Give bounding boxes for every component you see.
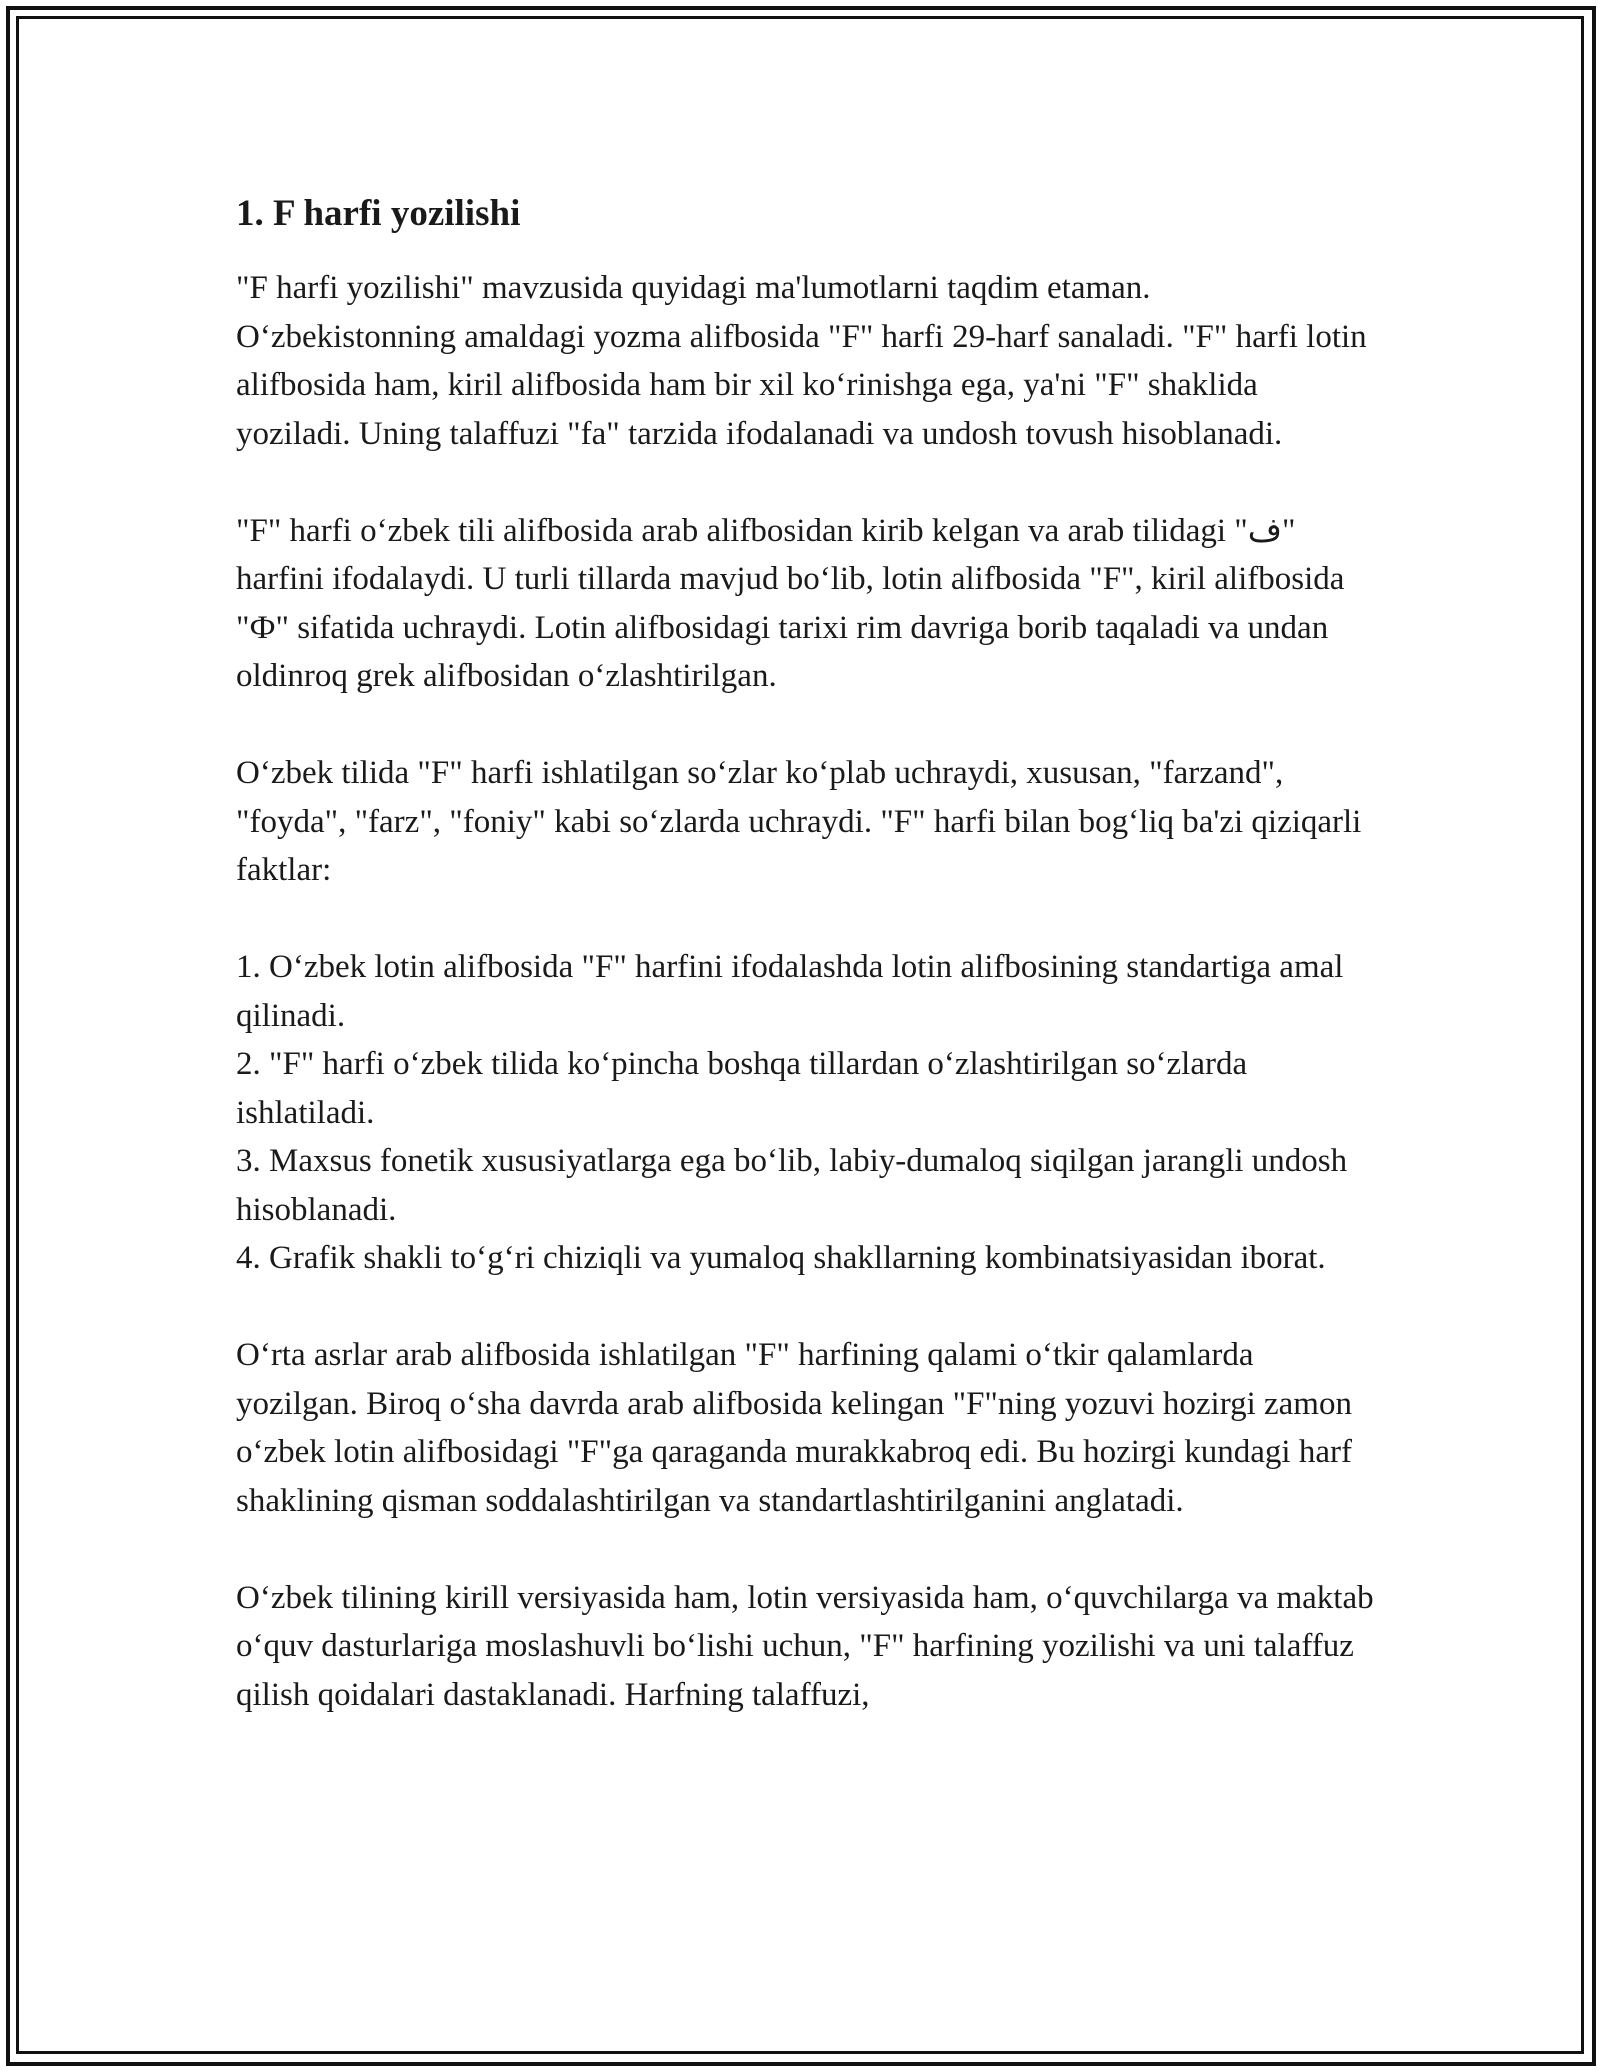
paragraph-curriculum: O‘zbek tilining kirill versiyasida ham, lotin versiyasida ham, o‘quvchilarga va maktab o‘quv dasturlariga moslashuvli bo‘lishi uchun, "F" harfining yozilishi va uni talaffuz qilish qoidalari dastaklanadi. Harfning talaffuzi, — [236, 1579, 1374, 1713]
paragraph-origin: "F" harfi o‘zbek tili alifbosida arab alifbosidan kirib kelgan va arab tilidagi "ف" harfini ifodalaydi. U turli tillarda mavjud bo‘lib, lotin alifbosida "F", kiril alifbosida "Ф" sifatida uchraydi. Lotin alifbosidagi tarixi rim davriga borib taqaladi va undan oldinroq grek alifbosidan o‘zlashtirilgan. — [236, 512, 1345, 694]
list-item: 1. O‘zbek lotin alifbosida "F" harfini ifodalashda lotin alifbosining standartiga amal qilinadi. — [236, 949, 1344, 1034]
section-heading: 1. F harfi yozilishi — [236, 193, 521, 234]
paragraph-intro: "F harfi yozilishi" mavzusida quyidagi ma'lumotlarni taqdim etaman. O‘zbekistonning amaldagi yozma alifbosida "F" harfi 29-harf sanaladi. "F" harfi lotin alifbosida ham, kiril alifbosida ham bir xil ko‘rinishga ega, ya'ni "F" shaklida yoziladi. Uning talaffuzi "fa" tarzida ifodalanadi va undosh tovush hisoblanadi. — [236, 270, 1367, 452]
list-item: 3. Maxsus fonetik xususiyatlarga ega bo‘lib, labiy-dumaloq siqilgan jarangli undosh hisoblanadi. — [236, 1143, 1348, 1228]
list-item: 4. Grafik shakli to‘g‘ri chiziqli va yumaloq shakllarning kombinatsiyasidan iborat. — [236, 1240, 1326, 1276]
paragraph-usage: O‘zbek tilida "F" harfi ishlatilgan so‘zlar ko‘plab uchraydi, xususan, "farzand", "foyda", "farz", "foniy" kabi so‘zlarda uchraydi. "F" harfi bilan bog‘liq ba'zi qiziqarli faktlar: — [236, 755, 1362, 888]
paragraph-history: O‘rta asrlar arab alifbosida ishlatilgan "F" harfining qalami o‘tkir qalamlarda yozilgan. Biroq o‘sha davrda arab alifbosida kelingan "F"ning yozuvi hozirgi zamon o‘zbek lotin alifbosidagi "F"ga qaraganda murakkabroq edi. Bu hozirgi kundagi harf shaklining qisman soddalashtirilgan va standartlashtirilganini anglatadi. — [236, 1337, 1352, 1519]
list-item: 2. "F" harfi o‘zbek tilida ko‘pincha boshqa tillardan o‘zlashtirilgan so‘zlarda ishlatiladi. — [236, 1046, 1248, 1131]
facts-list — [236, 943, 1376, 1283]
document-page — [236, 186, 1376, 1768]
